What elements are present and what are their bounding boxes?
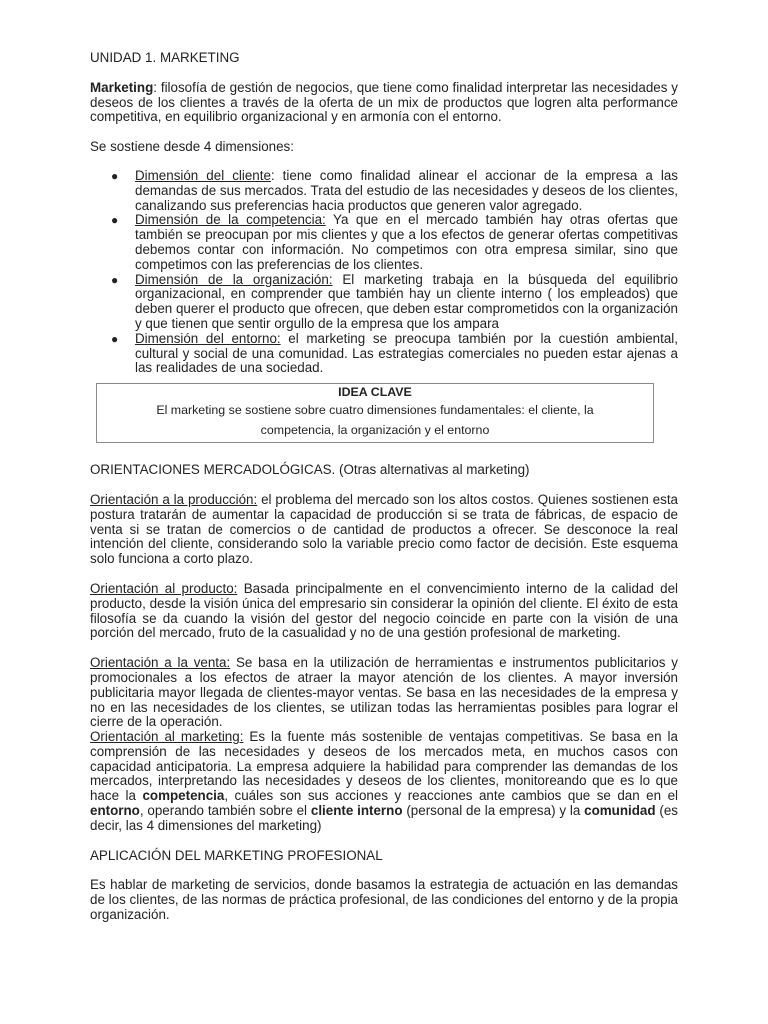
keyword-competencia: competencia [142,788,225,804]
dimension-title: Dimensión del entorno: [135,330,281,346]
orientacion-text: el problema del mercado son los altos costos. Quienes sostienen esta postura tratarán de aumentar la capacidad de producción si se trata de fábricas, de espacio de venta si se tratan de comercios o de cantidad de productos a ofrecer. Se desconoce la real intención del cliente, considerando solo la variable precio como factor de decisión. Este esquema solo funciona a corto plazo. [90,491,678,567]
dimension-item-organizacion [90,273,678,332]
orientacion-venta [90,656,678,730]
orientacion-text: Es la fuente más sostenible de ventajas competitivas. Se basa en la comprensión de las necesidades y deseos de los mercados meta, en muchos casos con capacidad anticipatoria. La empresa adquiere la habilidad para comprender las demandas de los mercados, interpretando las necesidades y deseos de los clientes, monitoreando que es lo que hace la [90,729,678,804]
orientacion-produccion [90,493,678,567]
orientacion-title: Orientación a la venta: [90,655,231,671]
dimensions-list [90,169,678,376]
keyword-comunidad: comunidad [584,803,656,819]
bullet-icon: ● [111,272,119,287]
dimension-item-entorno [90,332,678,376]
aplicacion-title: APLICACIÓN DEL MARKETING PROFESIONAL [90,847,383,863]
dimension-text: el marketing se preocupa también por la cuestión ambiental, cultural y social de una comunidad. Las estrategias comerciales no pueden estar ajenas a las realidades de una sociedad. [135,330,678,376]
dimension-item-cliente [90,169,678,213]
orientacion-title: Orientación al producto: [90,580,238,596]
idea-clave-box [96,383,654,443]
bullet-icon: ● [111,331,119,346]
document-body [90,51,678,923]
dimension-title: Dimensión de la competencia: [135,212,326,228]
dimensions-intro: Se sostiene desde 4 dimensiones: [90,139,294,155]
orientaciones-title: ORIENTACIONES MERCADOLÓGICAS. (Otras alternativas al marketing) [90,462,530,478]
orientacion-text: (es decir, las 4 dimensiones del marketing) [90,803,678,833]
marketing-term: Marketing [90,79,154,95]
idea-clave-line2: competencia, la organización y el entorno [260,423,490,438]
unit-title: UNIDAD 1. MARKETING [90,50,240,65]
orientacion-text: (personal de la empresa) y la [402,803,585,819]
orientacion-text: , cuáles son sus acciones y reacciones ante cambios que se dan en el [224,788,678,804]
aplicacion-text: Es hablar de marketing de servicios, donde basamos la estrategia de actuación en las demandas de los clientes, de las normas de práctica profesional, de las condiciones del entorno y de la propia organización. [90,877,678,923]
orientacion-producto [90,582,678,641]
dimension-title: Dimensión de la organización: [135,271,333,287]
orientacion-title: Orientación al marketing: [90,729,244,745]
marketing-definition [90,81,678,125]
keyword-cliente-interno: cliente interno [310,803,403,819]
dimension-title: Dimensión del cliente [135,167,271,183]
bullet-icon: ● [111,213,119,228]
dimension-text: Ya que en el mercado también hay otras ofertas que también se preocupan por mis clientes y que a los efectos de generar ofertas competitivas debemos contar con información. No competimos con otra empresa similar, sino que competimos con las preferencias de los clientes. [135,212,678,272]
idea-clave-title: IDEA CLAVE [338,385,412,400]
idea-clave-line1: El marketing se sostiene sobre cuatro dimensiones fundamentales: el cliente, la [156,403,594,418]
marketing-definition-text: : filosofía de gestión de negocios, que tiene como finalidad interpretar las necesidades y deseos de los clientes a través de la oferta de un mix de productos que logren alta performance competitiva, en equilibrio organizacional y en armonía con el entorno. [90,79,678,125]
orientacion-text: Se basa en la utilización de herramientas e instrumentos publicitarios y promocionales a los efectos de atraer la mayor atención de los clientes. A mayor inversión publicitaria mayor llegada de clientes-mayor ventas. Se basa en las necesidades de la empresa y no en las necesidades de los clientes, se utilizan todas las herramientas posibles para lograr el cierre de la operación. [90,655,678,730]
keyword-entorno: entorno [90,803,140,819]
bullet-icon: ● [111,168,119,183]
dimension-item-competencia [90,213,678,272]
orientacion-marketing [90,730,678,834]
dimension-text: El marketing trabaja en la búsqueda del equilibrio organizacional, en comprender que también hay un cliente interno ( los empleados) que deben querer el producto que ofrecen, que deben estar comprometidos con la organización y que tienen que sentir orgullo de la empresa que los ampara [135,271,679,331]
orientacion-text: , operando también sobre el [139,803,311,819]
orientacion-text: Basada principalmente en el convencimiento interno de la calidad del producto, desde la visión única del empresario sin considerar la opinión del cliente. El éxito de esta filosofía se da cuando la visión del gestor del negocio coincide en parte con la visión de una porción del mercado, fruto de la casualidad y no de una gestión profesional de marketing. [90,580,678,641]
dimension-text: : tiene como finalidad alinear el accionar de la empresa a las demandas de sus mercados. Trata del estudio de las necesidades y deseos de los clientes, canalizando sus preferencias hacia productos que generen valor agregado. [135,167,678,213]
orientacion-title: Orientación a la producción: [90,491,258,507]
